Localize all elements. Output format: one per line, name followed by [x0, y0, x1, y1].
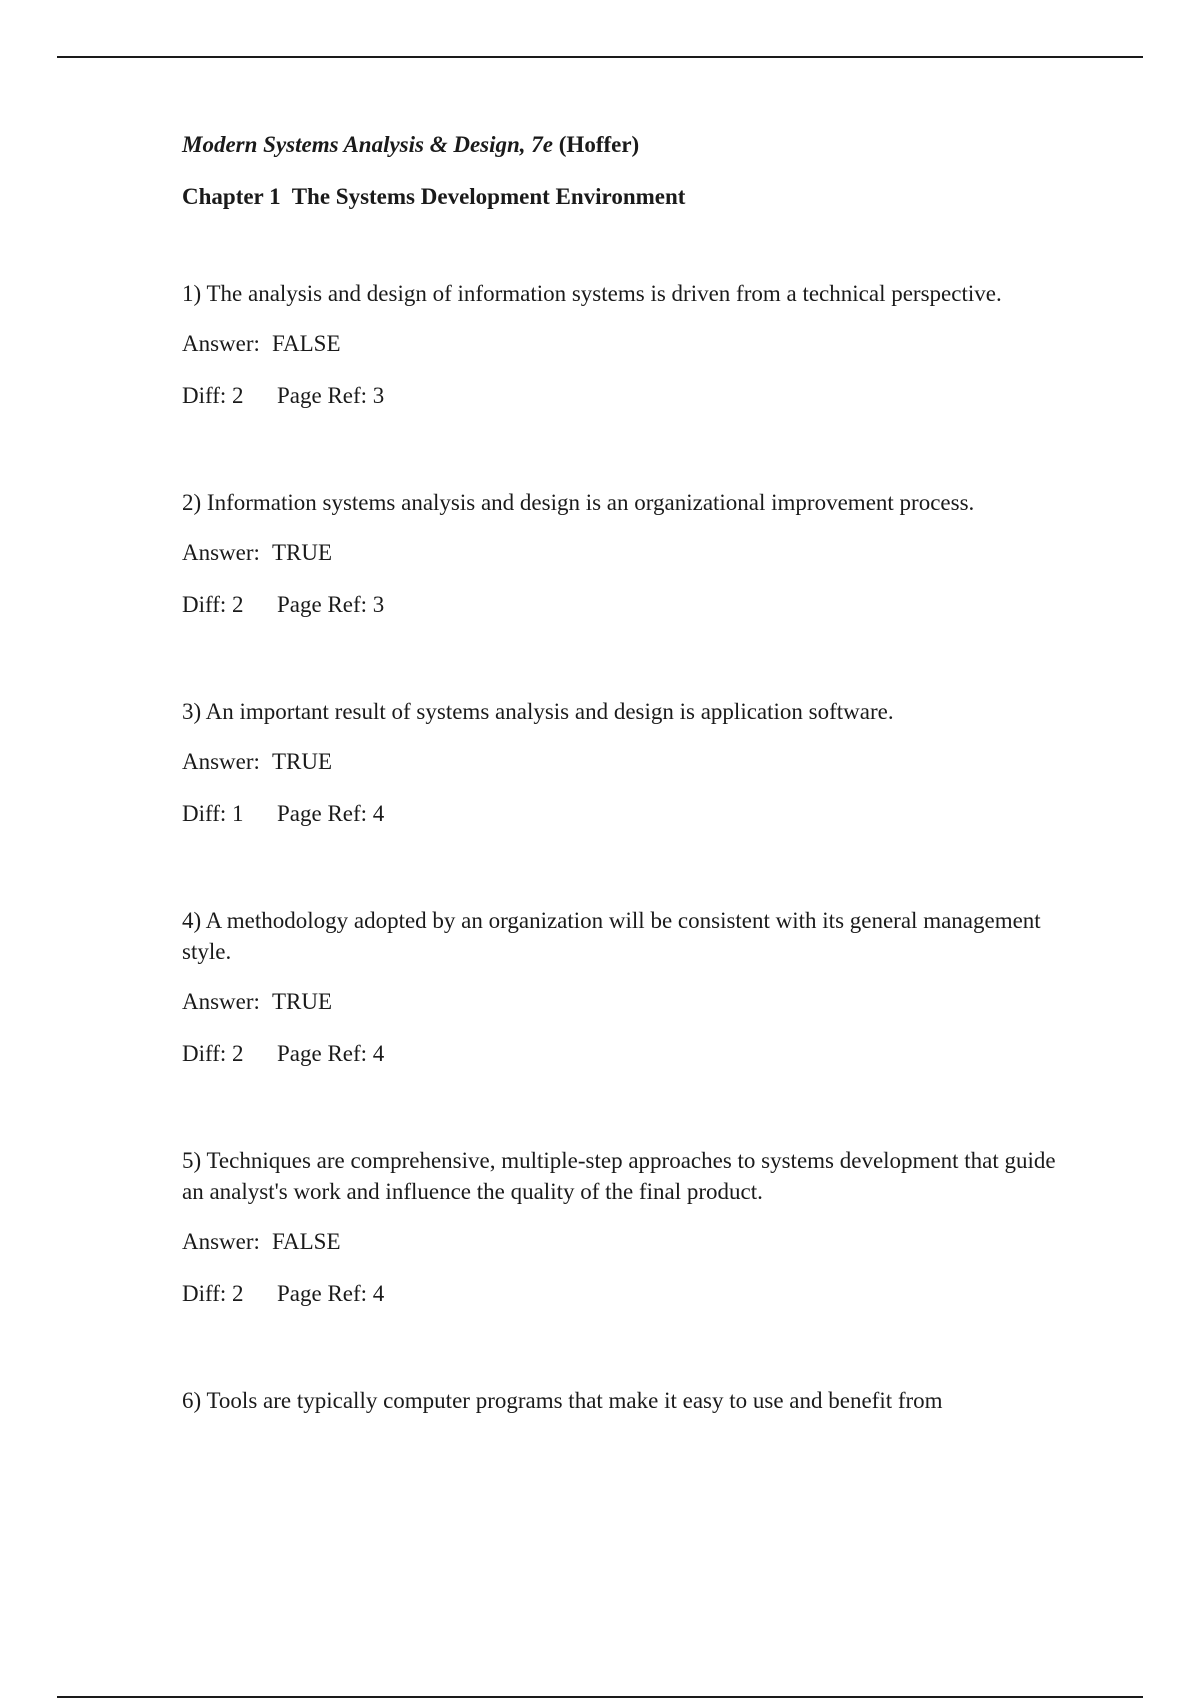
answer-label: Answer: [182, 1229, 260, 1254]
difficulty: Diff: 2 [182, 1041, 244, 1066]
answer-value: TRUE [271, 989, 332, 1014]
answer-label: Answer: [182, 989, 260, 1014]
meta-line [182, 381, 1082, 411]
question-1 [182, 278, 1082, 411]
book-title-italic: Modern Systems Analysis & Design, 7e [182, 132, 554, 157]
difficulty: Diff: 1 [182, 801, 244, 826]
question-6 [182, 1385, 1082, 1416]
question-text: 1) The analysis and design of information systems is driven from a technical perspective. [182, 281, 1002, 306]
answer-label: Answer: [182, 540, 260, 565]
page-ref: Page Ref: 4 [277, 801, 385, 826]
answer-value: FALSE [271, 1229, 341, 1254]
answer-label: Answer: [182, 749, 260, 774]
document-body [182, 130, 1082, 1492]
page-ref: Page Ref: 3 [277, 592, 385, 617]
answer-line [182, 538, 1082, 568]
answer-line [182, 329, 1082, 359]
question-5 [182, 1145, 1082, 1309]
answer-line [182, 1227, 1082, 1257]
question-text: 5) Techniques are comprehensive, multiple-step approaches to systems development that guide an analyst's work and influence the quality of the final product. [182, 1148, 1056, 1204]
chapter-title: Chapter 1 The Systems Development Environment [182, 184, 686, 209]
answer-value: TRUE [271, 749, 332, 774]
difficulty: Diff: 2 [182, 1281, 244, 1306]
answer-line [182, 747, 1082, 777]
book-author: (Hoffer) [558, 132, 640, 157]
question-2 [182, 487, 1082, 620]
book-title [182, 130, 1082, 160]
meta-line [182, 590, 1082, 620]
page-ref: Page Ref: 4 [277, 1041, 385, 1066]
answer-value: FALSE [271, 331, 341, 356]
page-ref: Page Ref: 3 [277, 383, 385, 408]
answer-label: Answer: [182, 331, 260, 356]
meta-line [182, 799, 1082, 829]
question-3 [182, 696, 1082, 829]
question-text: 6) Tools are typically computer programs that make it easy to use and benefit from [182, 1388, 943, 1413]
bottom-rule [57, 1696, 1143, 1698]
answer-line [182, 987, 1082, 1017]
question-text: 4) A methodology adopted by an organization will be consistent with its general management style. [182, 908, 1041, 964]
difficulty: Diff: 2 [182, 592, 244, 617]
question-text: 3) An important result of systems analysis and design is application software. [182, 699, 894, 724]
difficulty: Diff: 2 [182, 383, 244, 408]
answer-value: TRUE [271, 540, 332, 565]
page-ref: Page Ref: 4 [277, 1281, 385, 1306]
question-4 [182, 905, 1082, 1069]
top-rule [57, 56, 1143, 58]
meta-line [182, 1039, 1082, 1069]
meta-line [182, 1279, 1082, 1309]
question-text: 2) Information systems analysis and design is an organizational improvement process. [182, 490, 975, 515]
